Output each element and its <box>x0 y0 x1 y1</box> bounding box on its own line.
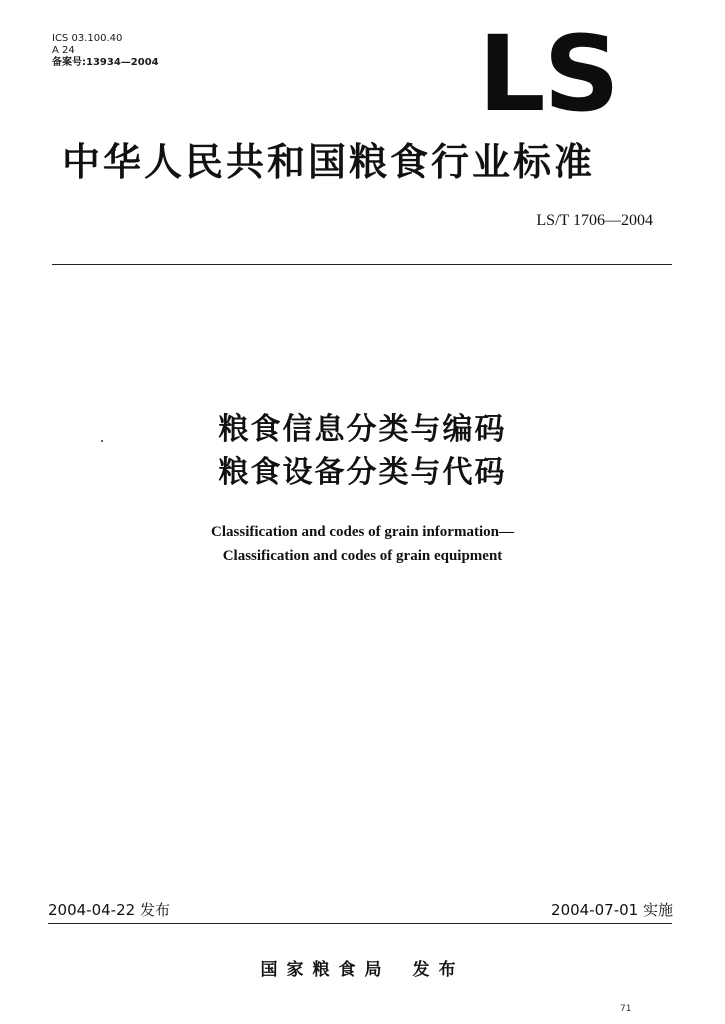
header-divider <box>52 264 672 265</box>
footer-divider <box>48 923 672 924</box>
publisher <box>0 958 725 982</box>
publisher-action: 发布 <box>412 960 465 980</box>
issue-date: 2004-04-22 发布 <box>48 901 170 919</box>
publisher-organization: 国家粮食局 <box>260 960 391 980</box>
page-number: 71 <box>620 1004 632 1014</box>
ls-logo: LS <box>478 13 618 135</box>
english-title-line-2: Classification and codes of grain equipment <box>222 548 503 564</box>
document-title-line-2: 粮食设备分类与代码 <box>218 455 507 490</box>
filing-number: 备案号:13934—2004 <box>52 57 159 68</box>
standard-code: LS/T 1706—2004 <box>536 212 653 229</box>
english-title-line-1: Classification and codes of grain information— <box>211 524 514 540</box>
document-title-line-1: 粮食信息分类与编码 <box>218 412 507 447</box>
standard-title: 中华人民共和国粮食行业标准 <box>62 140 596 184</box>
implementation-date: 2004-07-01 实施 <box>551 901 673 919</box>
scan-speck <box>101 440 103 442</box>
ccs-code: A 24 <box>52 45 75 56</box>
ics-code: ICS 03.100.40 <box>52 33 123 44</box>
